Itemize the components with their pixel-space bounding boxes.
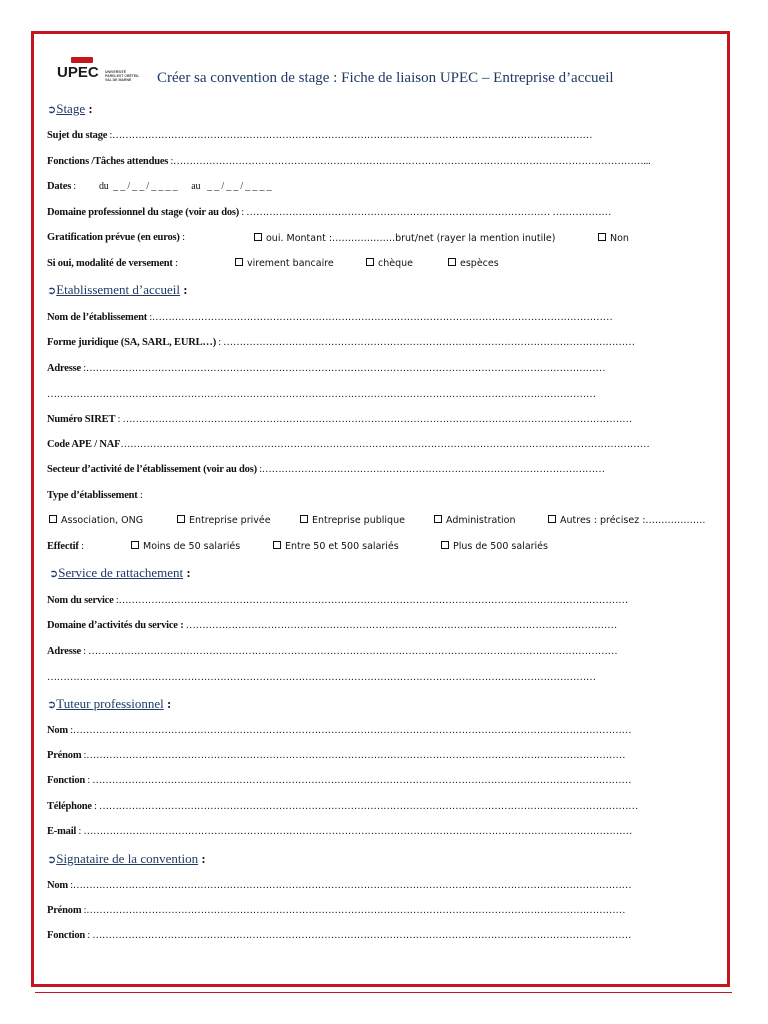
checkbox-icon <box>273 541 281 549</box>
field-fonctions[interactable]: Fonctions /Tâches attendues :………………………………………………………………………………………………………………………………... <box>47 156 651 167</box>
checkbox-association[interactable]: Association, ONG <box>49 515 143 526</box>
field-versement: Si oui, modalité de versement : <box>47 258 178 269</box>
checkbox-icon <box>131 541 139 549</box>
field-gratification: Gratification prévue (en euros) : <box>47 232 185 243</box>
field-adresse-etablissement-line2[interactable]: …………………………………………………………………………………………………………………………………………………… <box>47 389 596 400</box>
field-adresse-etablissement[interactable]: Adresse :…………………………………………………………………………………………………………………………………………… <box>47 363 606 374</box>
field-type-etablissement: Type d’établissement : <box>47 490 143 501</box>
checkbox-icon <box>448 258 456 266</box>
logo-tagline-3: VAL DE MARNE <box>105 78 132 82</box>
section-stage-heading: ➲Stage : <box>47 101 93 116</box>
page-border <box>31 31 730 987</box>
checkbox-administration[interactable]: Administration <box>434 515 516 526</box>
checkbox-moins-50[interactable]: Moins de 50 salariés <box>131 541 240 552</box>
field-tuteur-email[interactable]: E-mail : …………………………………………………………………………………………………………………………………………………… <box>47 826 633 837</box>
field-tuteur-prenom[interactable]: Prénom :………………………………………………………………………………………………………………………………………………… <box>47 750 626 761</box>
field-adresse-service[interactable]: Adresse : ……………………………………………………………………………………………………………………………………………… <box>47 646 618 657</box>
checkbox-icon <box>254 233 262 241</box>
field-signataire-prenom[interactable]: Prénom :………………………………………………………………………………………………………………………………………………… <box>47 905 626 916</box>
checkbox-icon <box>434 515 442 523</box>
checkbox-icon <box>177 515 185 523</box>
field-adresse-service-line2[interactable]: …………………………………………………………………………………………………………………………………………………… <box>47 672 596 683</box>
checkbox-entreprise-publique[interactable]: Entreprise publique <box>300 515 405 526</box>
field-secteur[interactable]: Secteur d’activité de l’établissement (voir au dos) :…………………………………………………………………………………………… <box>47 464 605 475</box>
logo-tagline-2: PARIS-EST CRÉTEIL <box>105 74 140 78</box>
checkbox-plus-500[interactable]: Plus de 500 salariés <box>441 541 548 552</box>
logo-wordmark: UPEC <box>57 64 99 81</box>
field-domaine-pro[interactable]: Domaine professionnel du stage (voir au dos) : ………………………………………………………………………………… ……………… <box>47 207 612 218</box>
section-signataire-heading: ➲Signataire de la convention : <box>47 851 206 866</box>
field-nom-service[interactable]: Nom du service :………………………………………………………………………………………………………………………………………… <box>47 595 629 606</box>
upec-logo <box>57 57 147 89</box>
field-domaine-service[interactable]: Domaine d’activités du service : …………………………………………………………………………………………………………………… <box>47 620 618 631</box>
checkbox-entreprise-privee[interactable]: Entreprise privée <box>177 515 271 526</box>
section-tuteur-heading: ➲Tuteur professionnel : <box>47 696 172 711</box>
checkbox-icon <box>598 233 606 241</box>
field-signataire-nom[interactable]: Nom :……………………………………………………………………………………………………………………………………………………… <box>47 880 632 891</box>
checkbox-icon <box>235 258 243 266</box>
checkbox-cheque[interactable]: chèque <box>366 258 413 269</box>
section-etablissement-heading: ➲Etablissement d’accueil : <box>47 282 188 297</box>
field-effectif: Effectif : <box>47 541 84 552</box>
field-tuteur-fonction[interactable]: Fonction : ………………………………………………………………………………………………………………………………………………… <box>47 775 632 786</box>
field-tuteur-telephone[interactable]: Téléphone : ………………………………………………………………………………………………………………………………………………… <box>47 801 639 812</box>
arrow-icon: ➲ <box>49 568 59 580</box>
checkbox-especes[interactable]: espèces <box>448 258 499 269</box>
field-tuteur-nom[interactable]: Nom :……………………………………………………………………………………………………………………………………………………… <box>47 725 632 736</box>
checkbox-icon <box>300 515 308 523</box>
field-nom-etablissement[interactable]: Nom de l’établissement :…………………………………………………………………………………………………………………………… <box>47 312 613 323</box>
checkbox-gratification-non[interactable]: Non <box>598 233 629 244</box>
arrow-icon: ➲ <box>47 699 57 711</box>
field-forme-juridique[interactable]: Forme juridique (SA, SARL, EURL…) : ……………………………………………………………………………………………………………… <box>47 337 635 348</box>
bottom-rule <box>35 992 732 993</box>
field-siret[interactable]: Numéro SIRET : ………………………………………………………………………………………………………………………………………… <box>47 414 633 425</box>
logo-accent-mark <box>71 57 93 63</box>
arrow-icon: ➲ <box>47 854 57 866</box>
checkbox-icon <box>366 258 374 266</box>
arrow-icon: ➲ <box>47 285 57 297</box>
checkbox-icon <box>548 515 556 523</box>
field-sujet[interactable]: Sujet du stage :………………………………………………………………………………………………………………………………… <box>47 130 593 141</box>
field-signataire-fonction[interactable]: Fonction : ………………………………………………………………………………………………………………………………………………… <box>47 930 632 941</box>
checkbox-gratification-oui[interactable]: oui. Montant :………………..brut/net (rayer la mention inutile) <box>254 233 555 244</box>
checkbox-virement[interactable]: virement bancaire <box>235 258 334 269</box>
checkbox-autres[interactable]: Autres : précisez :………………. <box>548 515 705 526</box>
field-dates[interactable]: Dates : du _ _ / _ _ / _ _ _ _ au _ _ / _ _ / _ _ _ _ <box>47 181 272 192</box>
checkbox-icon <box>49 515 57 523</box>
checkbox-icon <box>441 541 449 549</box>
document-title: Créer sa convention de stage : Fiche de liaison UPEC – Entreprise d’accueil <box>157 70 614 86</box>
section-service-heading: ➲Service de rattachement : <box>49 565 191 580</box>
checkbox-50-500[interactable]: Entre 50 et 500 salariés <box>273 541 399 552</box>
field-ape[interactable]: Code APE / NAF……………………………………………………………………………………………………………………………………………… <box>47 439 650 450</box>
arrow-icon: ➲ <box>47 104 57 116</box>
logo-tagline-1: UNIVERSITÉ <box>105 70 127 74</box>
